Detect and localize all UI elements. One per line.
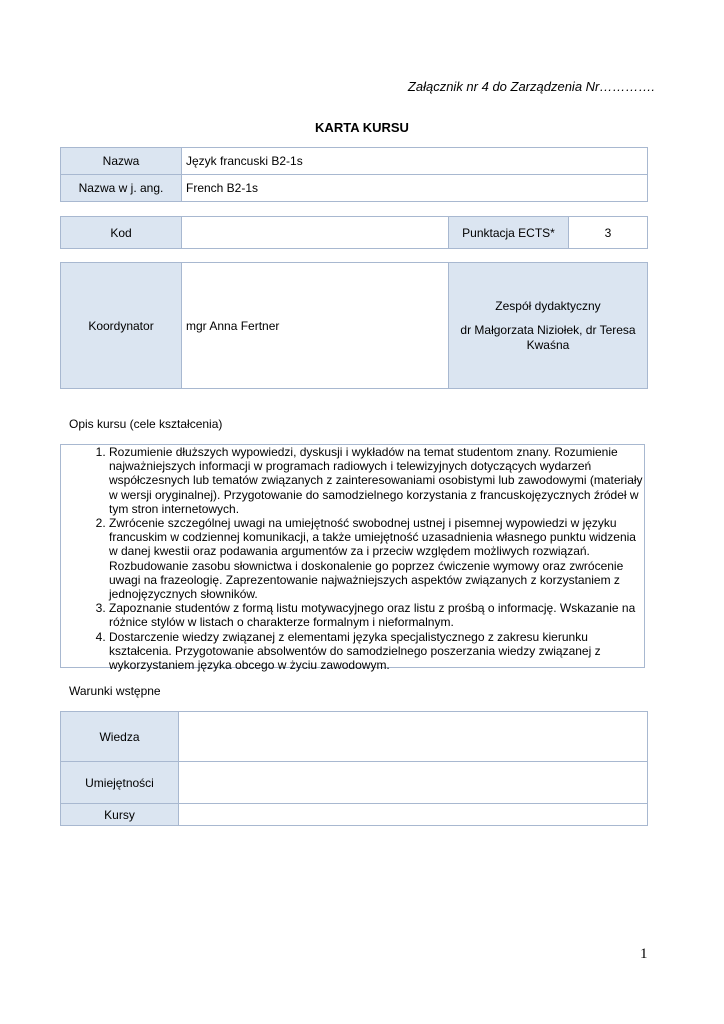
name-value: Język francuski B2-1s [182, 148, 648, 175]
skills-value [179, 762, 648, 804]
prerequisites-label: Warunki wstępne [69, 684, 161, 698]
course-goals-list [61, 445, 644, 672]
coordinator-label: Koordynator [61, 263, 182, 389]
name-en-label: Nazwa w j. ang. [61, 175, 182, 202]
course-goal-item: 1. Rozumienie dłuższych wypowiedzi, dyskusji i wykładów na temat studentom znany. Rozumienie najważniejszych informacji w programach radiowych i telewizyjnych dotyczących wydarzeń współczesnych lub tematów związanych z zainteresowaniami osobistymi lub zawodowymi (materiały w wersji oryginalnej). Przygotowanie do samodzielnego korzystania z francuskojęzycznych źródeł w tym stron internetowych. [109, 445, 644, 516]
ects-label: Punktacja ECTS* [449, 217, 569, 249]
teaching-team-cell [449, 263, 648, 389]
name-en-value: French B2-1s [182, 175, 648, 202]
code-label: Kod [61, 217, 182, 249]
code-value [182, 217, 449, 249]
knowledge-label: Wiedza [61, 712, 179, 762]
teaching-team-label: Zespół dydaktyczny [495, 298, 601, 313]
course-goal-item: 4. Dostarczenie wiedzy związanej z elementami języka specjalistycznego z zakresu kierunku kształcenia. Przygotowanie absolwentów do samodzielnego poszerzania wiedzy związanej z wykorzystaniem języka obcego w życiu zawodowym. [109, 630, 644, 673]
coordinator-table [60, 262, 648, 389]
course-goal-item: 2. Zwrócenie szczególnej uwagi na umiejętność swobodnej ustnej i pisemnej wypowiedzi w języku francuskim w codziennej komunikacji, a także umiejętność uzasadnienia własnego punktu widzenia w danej kwestii oraz podawania argumentów za i przeciw względem możliwych rozwiązań. Rozbudowanie zasobu słownictwa i doskonalenie go poprzez ćwiczenie wymowy oraz zwrócenie uwagi na frazeologię. Zaprezentowanie najważniejszych aspektów związanych z korzystaniem z jednojęzycznych słowników. [109, 516, 644, 601]
page-number: 1 [640, 946, 648, 962]
annex-note: Załącznik nr 4 do Zarządzenia Nr…………. [407, 79, 655, 94]
document-title: KARTA KURSU [315, 120, 409, 135]
courses-value [179, 804, 648, 826]
code-ects-table [60, 216, 648, 249]
course-description-box [60, 444, 645, 673]
ects-value: 3 [569, 217, 648, 249]
name-label: Nazwa [61, 148, 182, 175]
skills-label: Umiejętności [61, 762, 179, 804]
teaching-team-value: dr Małgorzata Niziołek, dr Teresa Kwaśna [460, 322, 636, 352]
course-name-table [60, 147, 648, 202]
course-description-label: Opis kursu (cele kształcenia) [69, 417, 223, 431]
knowledge-value [179, 712, 648, 762]
coordinator-value: mgr Anna Fertner [182, 263, 449, 389]
course-goal-item: 3. Zapoznanie studentów z formą listu motywacyjnego oraz listu z prośbą o informację. Wskazanie na różnice stylów w listach o charakterze formalnym i nieformalnym. [109, 601, 644, 629]
prerequisites-table [60, 711, 648, 826]
courses-label: Kursy [61, 804, 179, 826]
